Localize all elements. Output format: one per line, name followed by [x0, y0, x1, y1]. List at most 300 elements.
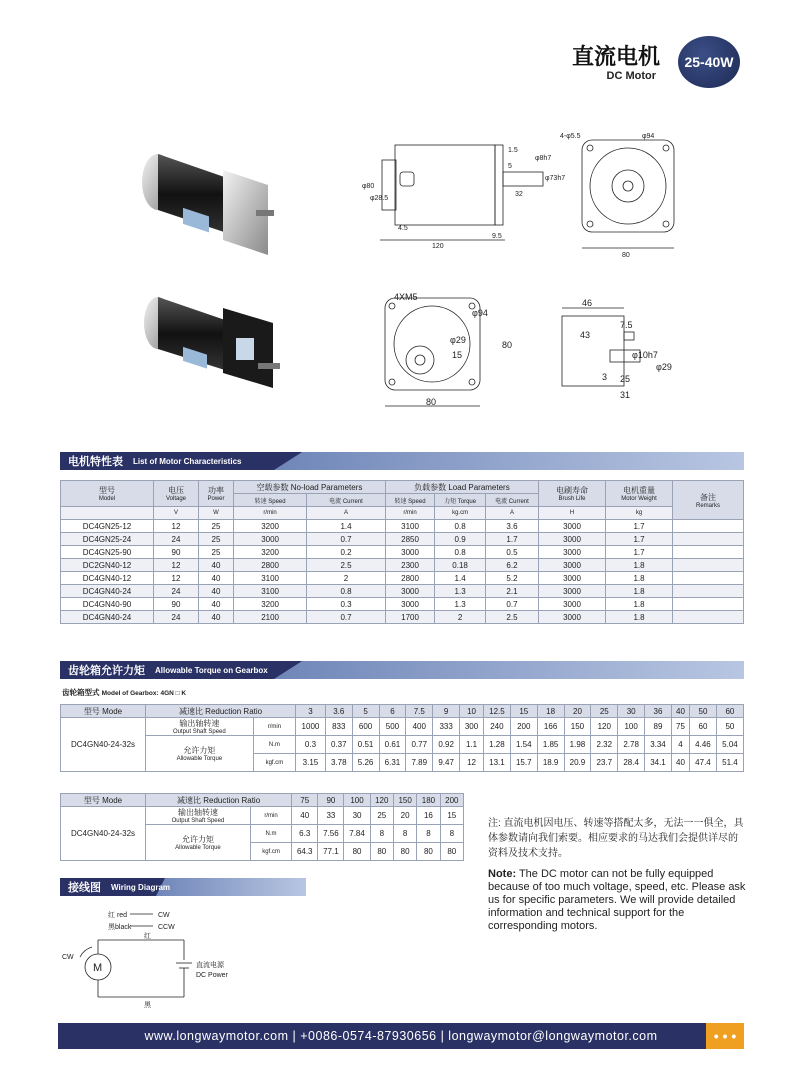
speed-label-cn: 输出轴转速 — [177, 808, 218, 817]
dc-power-cn: 直流电源 — [196, 962, 224, 969]
speed-label-en: Output Shaft Speed — [173, 729, 226, 735]
table-cell: 1.7 — [606, 533, 673, 546]
torque-kgf-cell: 77.1 — [318, 843, 344, 861]
torque-nm-cell: 1.28 — [484, 736, 511, 754]
torque-nm-cell: 1.98 — [564, 736, 591, 754]
ratio-cell: 180 — [417, 794, 440, 807]
table-cell: 2 — [307, 572, 386, 585]
table-cell: 2 — [435, 611, 486, 624]
dim-label: φ94 — [472, 308, 488, 318]
table-cell: DC4GN25-24 — [61, 533, 154, 546]
torque-kgf-cell: 3.78 — [325, 754, 352, 772]
table-cell — [673, 585, 744, 598]
header-cn: 电机重量 — [623, 486, 655, 495]
header-cn: 备注 — [700, 492, 716, 502]
ratio-header-row — [61, 794, 464, 807]
table-row — [61, 546, 744, 559]
power-badge: 25-40W — [678, 36, 740, 88]
table-cell: 3000 — [539, 520, 606, 533]
table-cell: 3000 — [385, 585, 434, 598]
table-cell: DC4GN40-12 — [61, 572, 154, 585]
gearbox-dimension-drawing — [380, 288, 680, 413]
dim-label: φ8h7 — [535, 155, 552, 162]
table-cell: DC4GN40-24 — [61, 585, 154, 598]
dim-label: φ94 — [642, 133, 655, 140]
ratio-header: 减速比 Reduction Ratio — [146, 794, 292, 807]
ratio-cell: 20 — [564, 705, 591, 718]
table-cell: 25 — [199, 533, 234, 546]
ratio-cell: 25 — [591, 705, 618, 718]
torque-label-en: Allowable Torque — [175, 845, 221, 851]
unit-cell: r/min — [234, 507, 307, 520]
table-cell: 1.7 — [606, 546, 673, 559]
gearbox-torque-table-2 — [60, 793, 464, 861]
table-cell: DC4GN40-24 — [61, 611, 154, 624]
torque-nm-cell: 8 — [370, 825, 393, 843]
torque-nm-cell: 0.37 — [325, 736, 352, 754]
wiring-diagram-header — [60, 878, 306, 896]
note-text: The DC motor can not be fully equipped because of too much voltage, speed, etc. Please ask us for specific parameters. We will provide detailed information and technical support for the corresponding motors. — [488, 868, 746, 932]
dim-label: 5 — [508, 163, 512, 170]
ratio-cell: 150 — [393, 794, 416, 807]
col-header-torque: 力矩 Torque — [435, 494, 486, 507]
table-cell: 6.2 — [485, 559, 538, 572]
footer-contact-bar: www.longwaymotor.com | +0086-0574-87930656 | longwaymotor@longwaymotor.com — [58, 1023, 744, 1049]
table-row — [61, 718, 744, 736]
table-cell: 0.18 — [435, 559, 486, 572]
torque-label-en: Allowable Torque — [176, 756, 223, 762]
table-cell: 40 — [199, 611, 234, 624]
table-cell: 1.7 — [485, 533, 538, 546]
table-cell: 0.3 — [307, 598, 386, 611]
section-title-cn: 电机特性表 — [68, 456, 123, 468]
dim-label: 1.5 — [508, 147, 518, 154]
table-cell: 24 — [154, 585, 199, 598]
speed-cell: 15 — [440, 807, 463, 825]
table-cell: 1.8 — [606, 611, 673, 624]
table-cell: DC4GN25-90 — [61, 546, 154, 559]
table-cell: 25 — [199, 520, 234, 533]
dc-motor-dimension-drawing — [360, 130, 680, 260]
section-title-en: Wiring Diagram — [111, 882, 171, 892]
table-cell: 0.2 — [307, 546, 386, 559]
speed-cell: 25 — [370, 807, 393, 825]
dim-label: 25 — [620, 374, 631, 384]
ratio-cell: 15 — [510, 705, 537, 718]
torque-nm-cell: 4.46 — [690, 736, 717, 754]
table-cell: 0.7 — [485, 598, 538, 611]
col-header-weight — [606, 481, 673, 507]
table-cell: 1.3 — [435, 585, 486, 598]
torque-kgf-cell: 23.7 — [591, 754, 618, 772]
table-cell: 2.1 — [485, 585, 538, 598]
unit-cell: W — [199, 507, 234, 520]
header-en: Brush Life — [558, 496, 586, 502]
table-cell: 0.8 — [435, 520, 486, 533]
table-cell: 40 — [199, 572, 234, 585]
table-row — [61, 598, 744, 611]
table-cell: 40 — [199, 559, 234, 572]
torque-nm-cell: 7.84 — [344, 825, 370, 843]
table-row — [61, 572, 744, 585]
dim-label: 120 — [432, 243, 444, 250]
table-cell: 12 — [154, 520, 199, 533]
unit-cell: r/min — [250, 807, 291, 825]
col-header-noload: 空载参数 No-load Parameters — [234, 481, 386, 494]
col-header-brush-life — [539, 481, 606, 507]
col-header-speed: 转速 Speed — [385, 494, 434, 507]
table-row — [61, 611, 744, 624]
speed-cell: 120 — [591, 718, 618, 736]
dim-label: 15 — [452, 350, 463, 360]
ratio-cell: 120 — [370, 794, 393, 807]
section-title-cn: 齿轮箱允许力矩 — [68, 665, 145, 677]
gearbox-model-label — [62, 687, 186, 698]
torque-nm-cell: 0.92 — [433, 736, 460, 754]
header-cn: 电刷寿命 — [556, 486, 588, 495]
model-cell: DC4GN40-24-32s — [61, 807, 146, 861]
torque-kgf-cell: 80 — [393, 843, 416, 861]
dim-label: φ80 — [362, 183, 375, 190]
header-cn: 电压 — [168, 486, 184, 495]
torque-label-cn: 允许力矩 — [181, 835, 214, 844]
header-en: Power — [207, 496, 225, 502]
note-label: Note: — [488, 868, 517, 880]
wiring-diagram — [58, 905, 258, 1015]
ratio-cell: 10 — [460, 705, 484, 718]
torque-kgf-cell: 47.4 — [690, 754, 717, 772]
torque-nm-cell: 3.34 — [645, 736, 672, 754]
torque-nm-cell: 1.54 — [510, 736, 537, 754]
table-cell: 3100 — [234, 572, 307, 585]
table-cell: 3200 — [234, 598, 307, 611]
table-cell: 3100 — [234, 585, 307, 598]
dim-label: 9.5 — [492, 233, 502, 240]
section-title-cn: 接线图 — [68, 882, 101, 894]
unit-cell: r/min — [385, 507, 434, 520]
dim-label: φ73h7 — [545, 175, 566, 182]
motor-symbol-label: M — [93, 962, 103, 974]
wire-cw-label: CW — [158, 912, 170, 919]
units-row — [61, 507, 744, 520]
torque-kgf-cell: 5.26 — [352, 754, 379, 772]
ratio-cell: 6 — [379, 705, 406, 718]
dim-label: 4XM5 — [394, 292, 418, 302]
table-cell: 1.8 — [606, 572, 673, 585]
speed-label-cn: 输出轴转速 — [179, 719, 220, 728]
ratio-cell: 18 — [537, 705, 564, 718]
table-row — [61, 533, 744, 546]
torque-nm-cell: 1.1 — [460, 736, 484, 754]
table-cell: 3000 — [539, 533, 606, 546]
torque-kgf-cell: 28.4 — [618, 754, 645, 772]
unit-cell: A — [307, 507, 386, 520]
wire-ccw-label: CCW — [158, 924, 175, 931]
torque-kgf-cell: 6.31 — [379, 754, 406, 772]
wire-red-label: 红 red — [108, 912, 128, 919]
ratio-header-row — [61, 705, 744, 718]
table-cell: 1.4 — [435, 572, 486, 585]
col-header-load: 负载参数 Load Parameters — [385, 481, 538, 494]
speed-cell: 16 — [417, 807, 440, 825]
table-cell: 3000 — [539, 559, 606, 572]
table-row — [61, 736, 744, 754]
dc-motor-photo — [128, 140, 278, 260]
table-cell: 3100 — [385, 520, 434, 533]
table-cell — [673, 611, 744, 624]
speed-cell: 33 — [318, 807, 344, 825]
col-header-remarks — [673, 481, 744, 520]
dim-label: φ29 — [656, 362, 672, 372]
wire-black-label: 黑black — [108, 924, 132, 931]
table-cell: 2300 — [385, 559, 434, 572]
speed-cell: 833 — [325, 718, 352, 736]
table-cell: DC4GN25-12 — [61, 520, 154, 533]
unit-cell: A — [485, 507, 538, 520]
torque-nm-cell: 0.51 — [352, 736, 379, 754]
dim-label: φ10h7 — [632, 350, 658, 360]
speed-cell: 600 — [352, 718, 379, 736]
table-cell: 2.5 — [307, 559, 386, 572]
table-cell: 0.8 — [307, 585, 386, 598]
col-header-model — [61, 481, 154, 507]
table-cell: 3000 — [539, 546, 606, 559]
torque-kgf-cell: 51.4 — [716, 754, 743, 772]
table-cell: 3000 — [385, 598, 434, 611]
torque-nm-cell: 7.56 — [318, 825, 344, 843]
torque-kgf-cell: 3.15 — [296, 754, 326, 772]
ratio-cell: 75 — [292, 794, 318, 807]
ratio-cell: 5 — [352, 705, 379, 718]
torque-label — [146, 825, 251, 861]
table-cell: 3000 — [539, 572, 606, 585]
unit-cell: H — [539, 507, 606, 520]
torque-kgf-cell: 18.9 — [537, 754, 564, 772]
table-cell — [673, 533, 744, 546]
header-en: Voltage — [165, 496, 187, 502]
table-cell: 0.5 — [485, 546, 538, 559]
table-cell: 40 — [199, 598, 234, 611]
table-cell: 0.8 — [435, 546, 486, 559]
table-cell: 2850 — [385, 533, 434, 546]
header-en: Remarks — [695, 502, 720, 509]
table-cell: 2.5 — [485, 611, 538, 624]
dim-label: 3 — [602, 372, 608, 382]
rotation-cw-label: CW — [62, 954, 74, 961]
torque-kgf-cell: 7.89 — [406, 754, 433, 772]
speed-cell: 200 — [510, 718, 537, 736]
speed-cell: 20 — [393, 807, 416, 825]
torque-nm-cell: 0.61 — [379, 736, 406, 754]
unit-cell: kgf.cm — [250, 843, 291, 861]
col-header-power — [199, 481, 234, 507]
table-cell: 3000 — [234, 533, 307, 546]
torque-nm-cell: 5.04 — [716, 736, 743, 754]
torque-nm-cell: 6.3 — [292, 825, 318, 843]
dim-label: 80 — [622, 252, 630, 259]
speed-cell: 150 — [564, 718, 591, 736]
table-cell: 12 — [154, 559, 199, 572]
table-row — [61, 807, 464, 825]
col-header-voltage — [154, 481, 199, 507]
speed-cell: 30 — [344, 807, 370, 825]
motor-characteristics-table — [60, 480, 744, 624]
speed-cell: 166 — [537, 718, 564, 736]
ratio-cell: 50 — [690, 705, 717, 718]
ratio-cell: 36 — [645, 705, 672, 718]
table-cell: 2800 — [385, 572, 434, 585]
ratio-header: 减速比 Reduction Ratio — [146, 705, 296, 718]
table-cell: 2100 — [234, 611, 307, 624]
header-cn: 功率 — [208, 486, 224, 495]
table-cell: 12 — [154, 572, 199, 585]
ratio-cell: 12.5 — [484, 705, 511, 718]
page-title-en: DC Motor — [606, 70, 656, 82]
section-title-en: List of Motor Characteristics — [133, 456, 242, 466]
table-cell: 90 — [154, 546, 199, 559]
dim-label: 80 — [502, 340, 513, 350]
ratio-cell: 3 — [296, 705, 326, 718]
table-cell: 24 — [154, 533, 199, 546]
table-cell: 1.8 — [606, 598, 673, 611]
dim-label: 7.5 — [620, 320, 633, 330]
speed-cell: 240 — [484, 718, 511, 736]
model-cell: DC4GN40-24-32s — [61, 718, 146, 772]
table-cell: 40 — [199, 585, 234, 598]
header-en: Model — [98, 496, 116, 502]
header-cn: 型号 — [99, 486, 115, 495]
unit-cell: N.m — [250, 825, 291, 843]
page-title-cn: 直流电机 — [571, 44, 660, 69]
torque-kgf-cell: 80 — [417, 843, 440, 861]
terminal-red-label: 红 — [144, 933, 151, 940]
dc-power-en: DC Power — [196, 972, 228, 979]
torque-kgf-cell: 12 — [460, 754, 484, 772]
speed-cell: 500 — [379, 718, 406, 736]
col-header-current: 电流 Current — [485, 494, 538, 507]
table-cell — [673, 546, 744, 559]
speed-cell: 300 — [460, 718, 484, 736]
ratio-cell: 9 — [433, 705, 460, 718]
torque-kgf-cell: 40 — [671, 754, 689, 772]
speed-cell: 333 — [433, 718, 460, 736]
table-cell — [673, 598, 744, 611]
table-cell: 3.6 — [485, 520, 538, 533]
speed-label — [146, 807, 251, 825]
unit-cell: kg — [606, 507, 673, 520]
torque-kgf-cell: 20.9 — [564, 754, 591, 772]
unit-cell: kgf.cm — [253, 754, 295, 772]
note-english — [488, 868, 746, 933]
torque-kgf-cell: 9.47 — [433, 754, 460, 772]
table-cell: 0.9 — [435, 533, 486, 546]
speed-cell: 60 — [690, 718, 717, 736]
table-cell: 90 — [154, 598, 199, 611]
speed-cell: 100 — [618, 718, 645, 736]
speed-label — [146, 718, 254, 736]
table-cell: 2800 — [234, 559, 307, 572]
table-cell: 25 — [199, 546, 234, 559]
gearbox-torque-header — [60, 661, 744, 679]
torque-nm-cell: 1.85 — [537, 736, 564, 754]
dim-label: 31 — [620, 390, 631, 400]
torque-kgf-cell: 64.3 — [292, 843, 318, 861]
dim-label: 4-φ5.5 — [560, 133, 581, 140]
table-cell — [673, 520, 744, 533]
mode-header: 型号 Mode — [61, 794, 146, 807]
dim-label: 43 — [580, 330, 591, 340]
torque-nm-cell: 8 — [417, 825, 440, 843]
speed-cell: 89 — [645, 718, 672, 736]
table-row — [61, 559, 744, 572]
table-cell: 1.8 — [606, 585, 673, 598]
torque-nm-cell: 8 — [393, 825, 416, 843]
section-title-en: Allowable Torque on Gearbox — [155, 665, 268, 675]
col-header-speed: 转速 Speed — [234, 494, 307, 507]
table-cell: 0.7 — [307, 611, 386, 624]
table-cell: 1700 — [385, 611, 434, 624]
speed-cell: 1000 — [296, 718, 326, 736]
table-cell — [673, 572, 744, 585]
table-cell: 3200 — [234, 546, 307, 559]
torque-label — [146, 736, 254, 772]
geared-motor-photo — [128, 283, 288, 403]
table-row — [61, 585, 744, 598]
table-cell: 3200 — [234, 520, 307, 533]
torque-nm-cell: 2.32 — [591, 736, 618, 754]
table-cell: DC4GN40-90 — [61, 598, 154, 611]
unit-cell: kg.cm — [435, 507, 486, 520]
header-en: Motor Weight — [621, 496, 657, 502]
gearbox-model-cn: 齿轮箱型式 — [62, 688, 100, 697]
unit-cell: N.m — [253, 736, 295, 754]
motor-characteristics-header — [60, 452, 744, 470]
torque-label-cn: 允许力矩 — [183, 746, 216, 755]
table-cell: 1.7 — [606, 520, 673, 533]
gearbox-torque-table-1 — [60, 704, 744, 772]
table-cell: 3000 — [539, 585, 606, 598]
torque-nm-cell: 0.77 — [406, 736, 433, 754]
table-cell: 1.4 — [307, 520, 386, 533]
gearbox-model-en: Model of Gearbox: 4GN □ K — [101, 690, 187, 697]
torque-nm-cell: 0.3 — [296, 736, 326, 754]
ratio-cell: 200 — [440, 794, 463, 807]
table-cell: 1.3 — [435, 598, 486, 611]
table-cell: 1.8 — [606, 559, 673, 572]
torque-kgf-cell: 13.1 — [484, 754, 511, 772]
mode-header: 型号 Mode — [61, 705, 146, 718]
dim-label: 32 — [515, 191, 523, 198]
col-header-current: 电流 Current — [307, 494, 386, 507]
ratio-cell: 7.5 — [406, 705, 433, 718]
unit-cell: r/min — [253, 718, 295, 736]
torque-nm-cell: 2.78 — [618, 736, 645, 754]
ratio-cell: 90 — [318, 794, 344, 807]
ratio-cell: 30 — [618, 705, 645, 718]
table-cell: DC2GN40-12 — [61, 559, 154, 572]
speed-cell: 40 — [292, 807, 318, 825]
table-row — [61, 520, 744, 533]
torque-kgf-cell: 80 — [440, 843, 463, 861]
ratio-cell: 100 — [344, 794, 370, 807]
note-chinese: 注: 直流电机因电压、转速等搭配太多，无法一一俱全，具体参数请向我们索要。相应要求的马达我们会提供详尽的资料及技术支持。 — [488, 818, 744, 859]
torque-nm-cell: 4 — [671, 736, 689, 754]
table-cell: 5.2 — [485, 572, 538, 585]
torque-nm-cell: 8 — [440, 825, 463, 843]
torque-kgf-cell: 80 — [370, 843, 393, 861]
speed-cell: 75 — [671, 718, 689, 736]
unit-cell: V — [154, 507, 199, 520]
